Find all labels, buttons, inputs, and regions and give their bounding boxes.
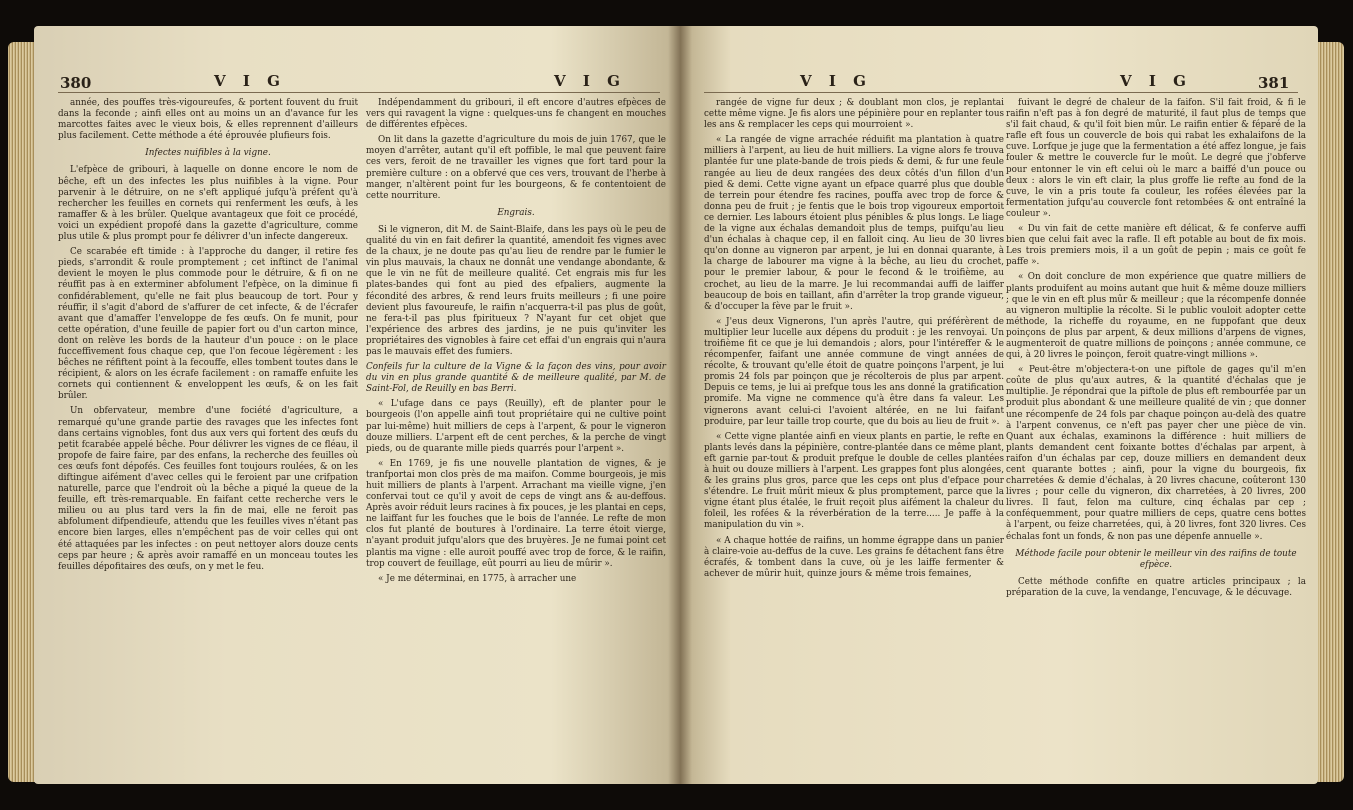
paragraph: Un obfervateur, membre d'une fociété d'agriculture, a remarqué qu'une grande partie des ravages que les infectes font dans certains vignobles, font dus aux vers qui fortent des œufs du petit fcarabée appelé bêche. Pour délivrer les vignes de ce fléau, il propofe de faire faire, par des enfans, la recherche des feuilles où ces œufs font dépofés. Ces feuilles font toujours roulées, & on les diftingue aifément d'avec celles qui le feroient par une crifpation naturelle, parce que l'endroit où la bêche a piqué la queue de la feuille, eft très-remarquable. En faifant cette recherche vers le milieu ou au plus tard vers la fin de mai, elle ne feroit pas abfolument difpendieufe, attendu que les feuilles vives n'étant pas encore bien larges, elles n'empêchent pas de voir celles qui ont été attaquées par les infectes : on peut nettoyer alors douze cents ceps par heure ; & après avoir ramaffé en un monceau toutes les feuilles dépofitaires des œufs, on y met le feu.: [58, 406, 358, 572]
paragraph: « L'ufage dans ce pays (Reuilly), eft de planter pour le bourgeois (l'on appelle ainfi tout propriétaire qui ne cultive point par lui-même) huit milliers de ceps à l'arpent, & pour le vigneron douze milliers. L'arpent eft de cent perches, & la perche de vingt pieds, ou de quarante mille pieds quarrés pour l'arpent ».: [366, 399, 666, 454]
paragraph: « A chaque hottée de raifins, un homme égrappe dans un panier à claire-voie au-deffus de la cuve. Les grains fe détachent fans être écrafés, & tombent dans la cuve, où je les laiffe fermenter & achever de mûrir huit, quinze jours & même trois femaines,: [704, 535, 1004, 579]
paragraph: Cette méthode confifte en quatre articles principaux ; la préparation de la cuve, la vendange, l'encuvage, & le décuvage.: [1006, 576, 1306, 598]
running-head: V I G: [214, 72, 286, 90]
header-rule: [58, 92, 660, 93]
section-heading: Engrais.: [497, 207, 535, 218]
running-head: V I G: [554, 72, 626, 90]
paragraph: On lit dans la gazette d'agriculture du mois de juin 1767, que le moyen d'arrêter, autant qu'il eft poffible, le mal que peuvent faire ces vers, feroit de ne travailler les vignes que fort tard pour la première culture : on a obfervé que ces vers, trouvant de l'herbe à manger, n'altèrent point fur les bourgeons, & fe contentoient de cette nourriture.: [366, 135, 666, 201]
paragraph: Indépendamment du gribouri, il eft encore d'autres efpèces de vers qui ravagent la vigne : quelques-uns fe changent en mouches de différentes efpèces.: [366, 98, 666, 131]
book-gutter: [668, 26, 692, 784]
page-edges-right: [1316, 42, 1344, 782]
paragraph: « J'eus deux Vignerons, l'un après l'autre, qui préférèrent de multiplier leur lucelle aux dépens du produit : je les renvoyai. Un troifième fit ce que je lui demandois ; alors, pour l'intéreffer & le récompenfer, faifant une année commune de vingt années de récolte, & trouvant qu'elle étoit de quatre poinçons l'arpent, je lui promis 24 fols par poinçon que je récolterois de plus par arpent. Depuis ce tems, je lui ai prefque tous les ans donné la gratification promife. Ma vigne ne commence qu'à être dans fa valeur. Les vignerons avant celui-ci l'avoient altérée, en ne lui faifant produire, par leur taille trop courte, que du bois au lieu de fruit ».: [704, 316, 1004, 427]
page-edges-left: [8, 42, 36, 782]
section-heading: Confeils fur la culture de la Vigne & la façon des vins, pour avoir du vin en plus grande quantité & de meilleure qualité, par M. de Saint-Fol, de Reuilly en bas Berri.: [366, 362, 666, 395]
paragraph: rangée de vigne fur deux ; & doublant mon clos, je replantai cette même vigne. Je fis alors une pépinière pour en replanter tous les ans & remplacer les ceps qui mourroient ».: [704, 98, 1004, 131]
paragraph: « Peut-être m'objectera-t-on une piftole de gages qu'il m'en coûte de plus qu'aux autres, & la quantité d'échalas que je multiplie. Je répondrai que la piftole de plus eft rembourfée par un produit plus abondant & une meilleure qualité de vin ; que donner une récompenfe de 24 fols par chaque poinçon au-delà des quatre à l'arpent convenus, ce n'eft pas payer cher une pièce de vin. Quant aux échalas, examinons la différence : huit milliers de plants demandent cent foixante bottes d'échalas par arpent, à raifon d'un échalas par cep, douze milliers en demandent deux cent quarante bottes ; ainfi, pour la vigne du bourgeois, fix charretées & demie d'échalas, à 20 livres chacune, coûteront 130 livres ; pour celle du vigneron, dix charretées, à 20 livres, 200 livres. Il faut, felon ma culture, cinq échalas par cep ; conféquemment, pour quatre milliers de ceps, quatre cens bottes à l'arpent, ou feize charretées, qui, à 20 livres, font 320 livres. Ces échalas font un fonds, & non pas une dépenfe annuelle ».: [1006, 365, 1306, 542]
section-heading: Méthode facile pour obtenir le meilleur vin des raifins de toute efpèce.: [1015, 548, 1297, 570]
text-column-1: [704, 98, 1004, 584]
section-heading: Infectes nuifibles à la vigne.: [145, 148, 271, 159]
open-book: [8, 12, 1344, 802]
header-rule: [704, 92, 1298, 93]
text-column-1: [58, 98, 358, 577]
paragraph: « Je me déterminai, en 1775, à arracher une: [378, 573, 577, 584]
right-page: [680, 26, 1318, 784]
running-head: V I G: [1120, 72, 1192, 90]
paragraph: année, des pouffes très-vigoureufes, & portent fouvent du fruit dans la feconde ; ainfi elles ont au moins un an d'avance fur les marcottes faites avec le vieux bois, & elles reprennent d'ailleurs plus facilement. Cette méthode a été éprouvée plufieurs fois.: [58, 98, 358, 142]
paragraph: Si le vigneron, dit M. de Saint-Blaife, dans les pays où le peu de qualité du vin en fait defirer la quantité, amendoit fes vignes avec de la chaux, je ne doute pas qu'au lieu de rendre par le fumier le vin plus mauvais, la chaux ne donnât une vendange abondante, & que le vin ne fût de meilleure qualité. Cet engrais mis fur les plates-bandes qui font au pied des efpaliers, augmente la fécondité des arbres, & rend leurs fruits meilleurs ; fi une poire devient plus favoureufe, le raifin n'acquerra-t-il pas plus de goût, ne fera-t-il pas plus fpiritueux ? N'ayant fur cet objet que l'expérience des arbres des jardins, je ne puis qu'inviter les propriétaires des vignobles à faire cet effai d'un engrais qui n'aura pas le mauvais effet des fumiers.: [366, 224, 666, 357]
page-number: 380: [60, 74, 92, 92]
paragraph: fuivant le degré de chaleur de la faifon. S'il fait froid, & fi le raifin n'eft pas à fon degré de maturité, il faut plus de temps que s'il fait chaud, & qu'il foit bien mûr. Le raifin entier & féparé de la rafle eft fous un couvercle de bois qui rabat les exhalaifons de la cuve. Lorfque je juge que la fermentation a été affez longue, je fais fouler & mettre le couvercle fur le moût. Le degré que j'obferve pour entonner le vin eft celui où le marc a baiffé d'un pouce ou deux : alors le vin eft clair, la plus groffe lie refte au fond de la cuve, le vin a pris toute fa couleur, les rofées élevées par la fermentation jufqu'au couvercle font retombées & ont entraîné la couleur ».: [1006, 98, 1306, 219]
page-number: 381: [1258, 74, 1290, 92]
paragraph: L'efpèce de gribouri, à laquelle on donne encore le nom de bêche, eft un des infectes les plus nuifibles à la vigne. Pour parvenir à le détruire, on ne s'eft appliqué jufqu'à préfent qu'à rechercher les feuilles en cornets qui renferment les œufs, à les ramaffer & à les brûler. Quelque avantageux que foit ce procédé, voici un expédient propofé dans la gazette d'agriculture, comme plus utile & plus prompt pour fe délivrer d'un infecte dangereux.: [58, 165, 358, 243]
paragraph: « La rangée de vigne arrachée réduifit ma plantation à quatre milliers à l'arpent, au lieu de huit milliers. La vigne alors fe trouva plantée fur une plate-bande de trois pieds & demi, & fur une feule rangée au lieu de deux rangées des deux côtés d'un fillon d'un pied & demi. Cette vigne ayant un efpace quarré plus que double de terrein pour étendre fes racines, pouffa avec trop de force & donna peu de fruit ; je fentis que le bois trop vigoureux emportoit ce dernier. Les labours étoient plus pénibles & plus longs. Le liage de la vigne aux échalas demandoit plus de temps, puifqu'au lieu d'un échalas à chaque cep, il en falloit cinq. Au lieu de 30 livres qu'on donne au vigneron par arpent, je lui en donnai quarante, à la charge de labourer ma vigne à la bêche, au lieu du crochet, pour le premier labour, & pour le fecond & le troifième, au crochet, au lieu de la marre. Je lui recommandai auffi de laiffer beaucoup de bois en taillant, afin d'arrêter la trop grande vigueur, & d'occuper la fève par le fruit ».: [704, 135, 1004, 312]
text-column-2: [366, 98, 666, 589]
paragraph: « Du vin fait de cette manière eft délicat, & fe conferve auffi bien que celui fait avec la rafle. Il eft potable au bout de fix mois. Les trois premiers mois, il a un goût de pepin ; mais ce goût fe paffe ».: [1006, 224, 1306, 268]
paragraph: « En 1769, je fis une nouvelle plantation de vignes, & je tranfportai mon clos près de ma maifon. Comme bourgeois, je mis huit milliers de plants à l'arpent. Arrachant ma vieille vigne, j'en confervai tout ce qu'il y avoit de ceps de vingt ans & au-deffous. Après avoir réduit leurs racines à fix pouces, je les plantai en ceps, ne laiffant fur les fouches que le bois de l'année. Le refte de mon clos fut planté de boutures à l'ordinaire. La terre étoit vierge, n'ayant produit jufqu'alors que des bruyères. Je ne fumai point cet plantis ma vigne : elle auroit pouffé avec trop de force, & le raifin, trop couvert de feuillage, eût pourri au lieu de mûrir ».: [366, 458, 666, 569]
text-column-2: [1006, 98, 1306, 603]
paragraph: Ce scarabée eft timide : à l'approche du danger, il retire fes pieds, s'arrondit & roule promptement ; cet inftinct de l'animal devient le moyen le plus commode pour le détruire, & fi on ne réuffit pas à en exterminer abfolument l'efpèce, on la diminue fi confidérablement, qu'elle ne fait plus beaucoup de tort. Pour y réuffir, il s'agit d'abord de s'affurer de cet infecte, & de l'écrafer avant que d'amaffer l'enveloppe de fes œufs. On fe munit, pour cette opération, d'une feuille de papier fort ou d'un carton mince, dont on relève les bords de la hauteur d'un pouce : on le place fucceffivement fous chaque cep, que l'on fecoue légèrement : les bêches ne réfiftent point à la fecouffe, elles tombent toutes dans le récipient, & alors on les écrafe facilement : on ramaffe enfuite les cornets qui contiennent & enveloppent les œufs, & on les fait brûler.: [58, 247, 358, 402]
paragraph: « Cette vigne plantée ainfi en vieux plants en partie, le refte en plants levés dans la pépinière, contre-plantée dans ce même plant, eft garnie par-tout & produit prefque le double de celles plantées à huit ou douze milliers à l'arpent. Les grappes font plus alongées, & les grains plus gros, parce que les ceps ont plus d'efpace pour s'étendre. Le fruit mûrit mieux & plus promptement, parce que la vigne étant plus étalée, le fruit reçoit plus aifément la chaleur du foleil, les rofées & la réverbération de la terre..... Je paffe à la manipulation du vin ».: [704, 431, 1004, 531]
left-page: [34, 26, 680, 784]
paragraph: « On doit conclure de mon expérience que quatre milliers de plants produifent au moins autant que huit & même douze milliers ; que le vin en eft plus mûr & meilleur ; que la récompenfe donnée au vigneron multiplie la récolte. Si le public vouloit adopter cette méthode, la richeffe du royaume, en ne fuppofant que deux poinçons de plus par arpent, & deux millions d'arpens de vignes, augmenteroit de quatre millions de poinçons ; année commune, ce qui, à 20 livres le poinçon, feroit quatre-vingt millions ».: [1006, 272, 1306, 361]
running-head: V I G: [800, 72, 872, 90]
